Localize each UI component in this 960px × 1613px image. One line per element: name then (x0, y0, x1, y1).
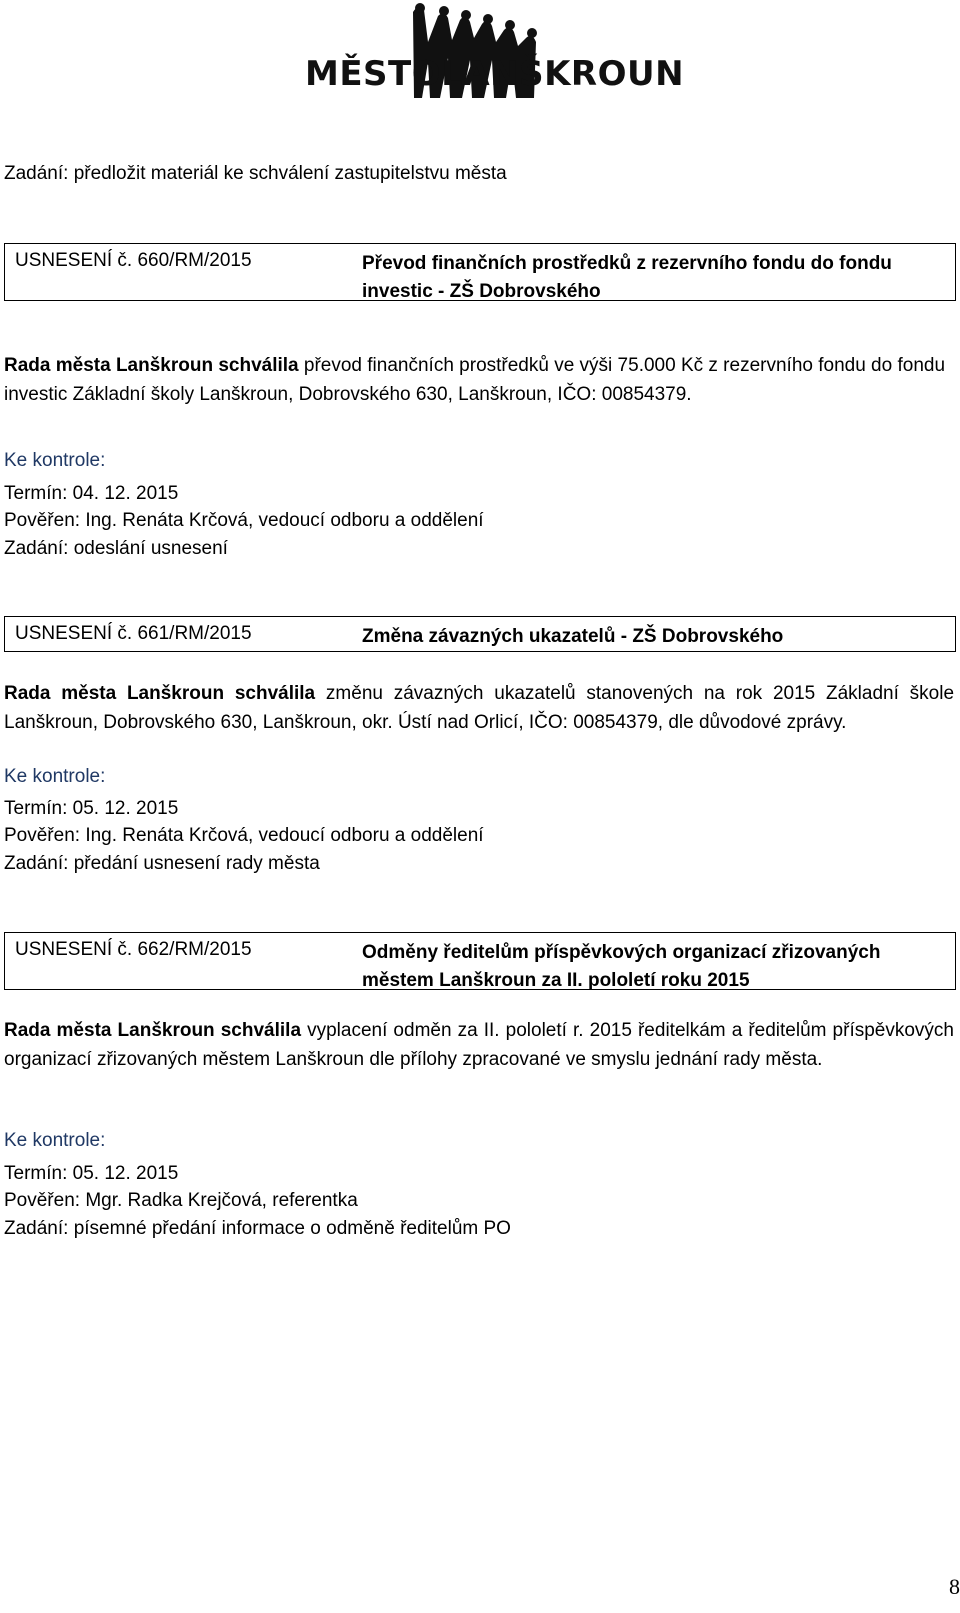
resolution-number: USNESENÍ č. 661/RM/2015 (15, 623, 252, 644)
responsible-text: Pověřen: Ing. Renáta Krčová, vedoucí odboru a oddělení (4, 510, 484, 531)
control-label: Ke kontrole: (4, 1130, 106, 1151)
resolution-body-662 (4, 1016, 954, 1074)
control-label: Ke kontrole: (4, 766, 106, 787)
task-text: Zadání: odeslání usnesení (4, 538, 228, 559)
resolution-number: USNESENÍ č. 660/RM/2015 (15, 250, 252, 271)
logo-text-left: MĚSTO (305, 54, 442, 94)
resolution-body-660 (4, 351, 954, 409)
resolution-body-bold: Rada města Lanškroun schválila (4, 355, 299, 376)
logo-text-right: LANŠKROUN (441, 54, 685, 94)
responsible-text: Pověřen: Ing. Renáta Krčová, vedoucí odboru a oddělení (4, 825, 484, 846)
resolution-header-661 (4, 616, 956, 652)
term-text: Termín: 04. 12. 2015 (4, 483, 179, 504)
top-task-text: Zadání: předložit materiál ke schválení zastupitelstvu města (4, 163, 507, 184)
resolution-body-text: vyplacení odměn za II. pololetí r. 2015 ředitelkám a ředitelům příspěvkových organizací zřizovaných městem Lanškroun dle přílohy zpracované ve smyslu jednání rady města. (4, 1020, 954, 1070)
resolution-body-bold: Rada města Lanškroun schválila (4, 1020, 302, 1041)
resolution-body-661 (4, 679, 954, 737)
task-text: Zadání: písemné předání informace o odměně ředitelům PO (4, 1218, 511, 1239)
resolution-body-text: převod finančních prostředků ve výši 75.000 Kč z rezervního fondu do fondu investic Základní školy Lanškroun, Dobrovského 630, Lanškroun, IČO: 00854379. (4, 355, 946, 405)
town-logo (305, 2, 685, 102)
resolution-number: USNESENÍ č. 662/RM/2015 (15, 939, 252, 960)
resolution-body-text: změnu závazných ukazatelů stanovených na rok 2015 Základní škole Lanškroun, Dobrovského 630, Lanškroun, okr. Ústí nad Orlicí, IČO: 00854379, dle důvodové zprávy. (4, 683, 955, 733)
resolution-title: Změna závazných ukazatelů - ZŠ Dobrovského (362, 626, 784, 647)
control-label: Ke kontrole: (4, 450, 106, 471)
resolution-title: Převod finančních prostředků z rezervního fondu do fondu investic - ZŠ Dobrovského (362, 253, 892, 302)
resolution-title: Odměny ředitelům příspěvkových organizací zřizovaných městem Lanškroun za II. pololetí roku 2015 (362, 942, 881, 991)
term-text: Termín: 05. 12. 2015 (4, 1163, 179, 1184)
resolution-header-662 (4, 932, 956, 990)
task-text: Zadání: předání usnesení rady města (4, 853, 320, 874)
resolution-header-660 (4, 243, 956, 301)
logo-text (305, 54, 684, 94)
term-text: Termín: 05. 12. 2015 (4, 798, 179, 819)
page-number: 8 (949, 1574, 960, 1599)
resolution-body-bold: Rada města Lanškroun schválila (4, 683, 316, 704)
responsible-text: Pověřen: Mgr. Radka Krejčová, referentka (4, 1190, 358, 1211)
